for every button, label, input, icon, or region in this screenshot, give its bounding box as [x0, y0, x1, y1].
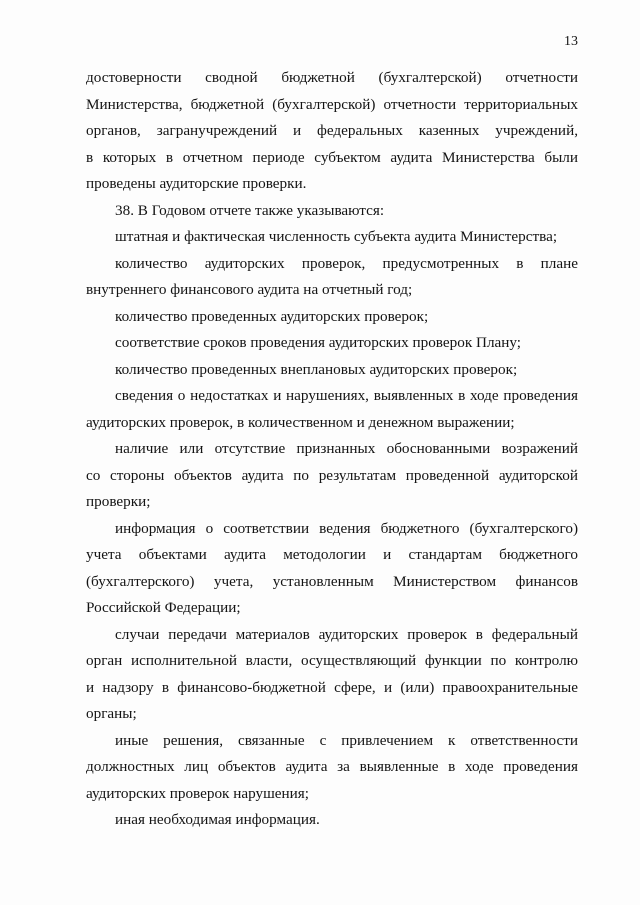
- text-line: внутреннего финансового аудита на отчетный год;: [86, 281, 413, 298]
- text-line: со стороны объектов аудита по результатам проведенной аудиторской: [86, 466, 578, 484]
- text-line: органов, загранучреждений и федеральных казенных учреждений,: [86, 122, 578, 139]
- text-line: и надзору в финансово-бюджетной сфере, и (или) правоохранительные: [86, 678, 578, 696]
- text-line: количество аудиторских проверок, предусмотренных в плане: [115, 254, 578, 272]
- text-line: проверки;: [86, 493, 151, 510]
- text-line: (бухгалтерского) учета, установленным Министерством финансов: [86, 572, 578, 590]
- text-line: иные решения, связанные с привлечением к ответственности: [115, 731, 578, 749]
- text-line: Российской Федерации;: [86, 599, 241, 616]
- text-line: наличие или отсутствие признанных обоснованными возражений: [115, 440, 578, 457]
- text-line: иная необходимая информация.: [115, 811, 320, 828]
- text-line: случаи передачи материалов аудиторских проверок в федеральный: [115, 625, 578, 643]
- page-number: 13: [564, 34, 578, 49]
- text-line: проведены аудиторские проверки.: [86, 175, 307, 192]
- text-line: в которых в отчетном периоде субъектом аудита Министерства были: [86, 148, 578, 166]
- document-body: [86, 65, 578, 834]
- text-line: должностных лиц объектов аудита за выявленные в ходе проведения: [86, 758, 578, 775]
- text-line: аудиторских проверок, в количественном и денежном выражении;: [86, 413, 515, 431]
- text-line: достоверности сводной бюджетной (бухгалтерской) отчетности: [86, 69, 578, 86]
- text-line: органы;: [86, 705, 137, 722]
- text-line: орган исполнительной власти, осуществляющий функции по контролю: [86, 652, 578, 669]
- text-line: 38. В Годовом отчете также указываются:: [115, 201, 385, 219]
- text-line: информация о соответствии ведения бюджетного (бухгалтерского): [115, 519, 578, 537]
- text-line: аудиторских проверок нарушения;: [86, 784, 309, 802]
- text-line: количество проведенных аудиторских проверок;: [115, 307, 429, 325]
- text-line: соответствие сроков проведения аудиторских проверок Плану;: [115, 334, 522, 351]
- text-line: штатная и фактическая численность субъекта аудита Министерства;: [115, 228, 558, 245]
- text-line: Министерства, бюджетной (бухгалтерской) отчетности территориальных: [86, 95, 578, 113]
- text-line: сведения о недостатках и нарушениях, выявленных в ходе проведения: [115, 387, 578, 404]
- text-line: учета объектами аудита методологии и стандартам бюджетного: [86, 546, 578, 563]
- text-line: количество проведенных внеплановых аудиторских проверок;: [115, 360, 518, 378]
